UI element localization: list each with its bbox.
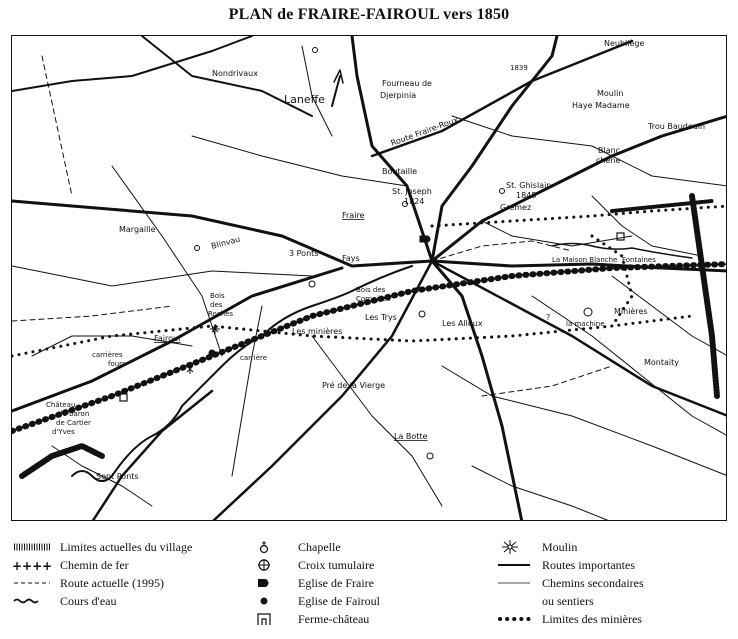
secondary-path — [302, 46, 332, 136]
current-road-1995 — [482, 366, 612, 396]
legend-label: Eglise de Fairoul — [298, 593, 380, 608]
secondary-path — [192, 136, 407, 186]
label-fays: Fays — [342, 254, 360, 263]
farm-castle-icon — [120, 394, 127, 401]
legend-label: Ferme-château — [298, 611, 370, 626]
label-blinvau: Blinvau — [210, 234, 242, 251]
legend-label: Cours d'eau — [60, 593, 117, 608]
main-road-line-icon — [494, 558, 534, 572]
label-minieres: Minières — [614, 307, 648, 316]
church-fairoul-icon — [209, 350, 215, 356]
label-margaille: Margaille — [119, 225, 156, 234]
legend-label: Croix tumulaire — [298, 557, 375, 572]
legend-item-mine-limits — [494, 611, 642, 627]
legend-item-church-fraire — [250, 575, 374, 591]
secondary-path — [112, 166, 222, 356]
label-carriere: carrière — [240, 354, 268, 362]
label-montaity: Montaity — [644, 358, 679, 367]
label-fairoul: Fairoul — [154, 334, 181, 343]
secondary-path — [532, 296, 727, 436]
label-st-joseph: St. Joseph — [392, 187, 432, 196]
secondary-path — [482, 221, 632, 246]
legend-item-main-roads — [494, 557, 635, 573]
mill-icon — [494, 540, 534, 554]
label-moulin: Moulin — [597, 89, 624, 98]
label-gremez: Gremez — [500, 203, 532, 212]
legend-item-current-road — [12, 575, 164, 591]
label-les-alleux: Les Alleux — [442, 319, 483, 328]
dashed-road-icon — [12, 576, 52, 590]
label-boutaille: Boutaille — [382, 167, 418, 176]
secondary-path — [12, 266, 312, 286]
label-chene: chêne — [596, 156, 621, 165]
label-blanc: Blanc — [598, 146, 621, 155]
farm-castle-icon — [617, 233, 624, 240]
secondary-road-line-icon — [494, 576, 534, 590]
tumulus-cross-icon — [309, 281, 315, 287]
chapel-icon — [195, 246, 200, 251]
label-la-machine: la machine — [566, 320, 605, 328]
legend-item-secondary-roads — [494, 575, 644, 591]
legend-label: Route actuelle (1995) — [60, 575, 164, 590]
label-la-botte: La Botte — [394, 432, 428, 441]
church-fairoul-icon — [250, 594, 290, 608]
svg-text:++++: ++++ — [12, 559, 52, 572]
label-du-baron: du baron — [58, 410, 90, 418]
legend-item-paths — [494, 593, 594, 609]
label-question: ? — [546, 313, 551, 322]
village-limit-hatch-icon — [12, 540, 52, 554]
label-bois: Bois — [210, 292, 225, 300]
legend-label: ou sentiers — [542, 593, 594, 608]
legend-item-stream — [12, 593, 116, 609]
label-fraire: Fraire — [342, 211, 365, 220]
legend-label: Limites des minières — [542, 611, 642, 626]
label-st-ghislain: St. Ghislain — [506, 181, 552, 190]
label-sept-ponts: Sept Ponts — [96, 472, 139, 481]
label-carrieres: carrières — [92, 351, 123, 359]
tumulus-cross-icon — [427, 453, 433, 459]
farm-castle-icon — [250, 612, 290, 626]
tumulus-cross-icon — [419, 311, 425, 317]
mine-dots-icon — [494, 612, 534, 626]
label-laneffe: Laneffe — [284, 93, 325, 106]
label-nondrivaux: Nondrivaux — [212, 69, 258, 78]
mine-limit — [432, 206, 727, 226]
wavy-stream-icon — [12, 594, 52, 608]
legend-label: Chemins secondaires — [542, 575, 644, 590]
legend-item-village-limits — [12, 539, 192, 555]
label-1839: 1839 — [510, 64, 528, 72]
legend-label: Chemin de fer — [60, 557, 129, 572]
label-trou-baudouin: Trou Baudouin — [648, 122, 706, 131]
railway-cross-icon — [12, 558, 52, 572]
chapel-icon — [250, 540, 290, 554]
label-cornailles: Cornailles — [356, 295, 391, 303]
label-de-cartier: de Cartier — [56, 419, 91, 427]
label-fourneau: Fourneau de — [382, 79, 432, 88]
label-pre-vierge: Pré de la Vierge — [322, 381, 386, 390]
main-road — [432, 116, 727, 261]
legend-item-tumulus — [250, 557, 374, 573]
label-maison-blanche: La Maison Blanche — [552, 256, 618, 264]
legend-label: Limites actuelles du village — [60, 539, 193, 554]
north-arrow — [332, 76, 340, 106]
mine-machine-icon — [584, 308, 592, 316]
main-road — [92, 391, 212, 521]
map-drawing — [12, 36, 727, 521]
label-haye-madame: Haye Madame — [572, 101, 630, 110]
label-les-minieres: Les minières — [292, 327, 343, 336]
current-road-1995 — [12, 306, 172, 321]
secondary-path — [312, 336, 442, 506]
label-des: des — [210, 301, 223, 309]
label-neublieze: Neubliège — [604, 39, 645, 48]
label-route-fraire-roux: Route Fraire-Roux — [389, 115, 460, 148]
label-fontaines: Fontaines — [622, 256, 656, 264]
label-chateau: Château — [46, 401, 76, 409]
legend-item-church-fairoul — [250, 593, 380, 609]
label-fours: fours — [108, 360, 126, 368]
church-fraire-icon — [420, 236, 430, 242]
legend-item-farm-castle — [250, 611, 369, 627]
village-limit — [22, 446, 102, 476]
village-limit — [692, 196, 717, 396]
legend-item-railway — [12, 557, 129, 573]
secondary-path — [442, 366, 727, 476]
legend-label: Routes importantes — [542, 557, 635, 572]
label-bois-des: Bois des — [356, 286, 386, 294]
label-djerpinia: Djerpinia — [380, 91, 417, 100]
current-road-1995 — [42, 56, 72, 196]
legend-label: Chapelle — [298, 539, 341, 554]
legend-spacer — [494, 594, 534, 608]
main-road — [12, 201, 432, 266]
chapel-icon — [313, 48, 318, 53]
label-3-ponts: 3 Ponts — [289, 249, 319, 258]
chapel-icon — [500, 189, 505, 194]
label-d-yves: d'Yves — [52, 428, 75, 436]
map-title: PLAN de FRAIRE-FAIROUL vers 1850 — [228, 6, 510, 23]
map-canvas — [11, 35, 727, 521]
label-st-joseph-year: 1824 — [404, 197, 425, 206]
label-les-trys: Les Trys — [365, 313, 397, 322]
secondary-path — [472, 466, 612, 521]
village-limit — [612, 201, 712, 211]
legend-label: Eglise de Fraire — [298, 575, 374, 590]
main-road — [432, 261, 522, 521]
map-legend — [0, 530, 738, 639]
legend-item-chapel — [250, 539, 341, 555]
label-st-ghislain-year: 1848 — [516, 191, 537, 200]
tumulus-cross-icon — [250, 558, 290, 572]
church-fraire-icon — [250, 576, 290, 590]
legend-label: Moulin — [542, 539, 578, 554]
label-roches: Roches — [208, 310, 234, 318]
legend-item-mill — [494, 539, 577, 555]
